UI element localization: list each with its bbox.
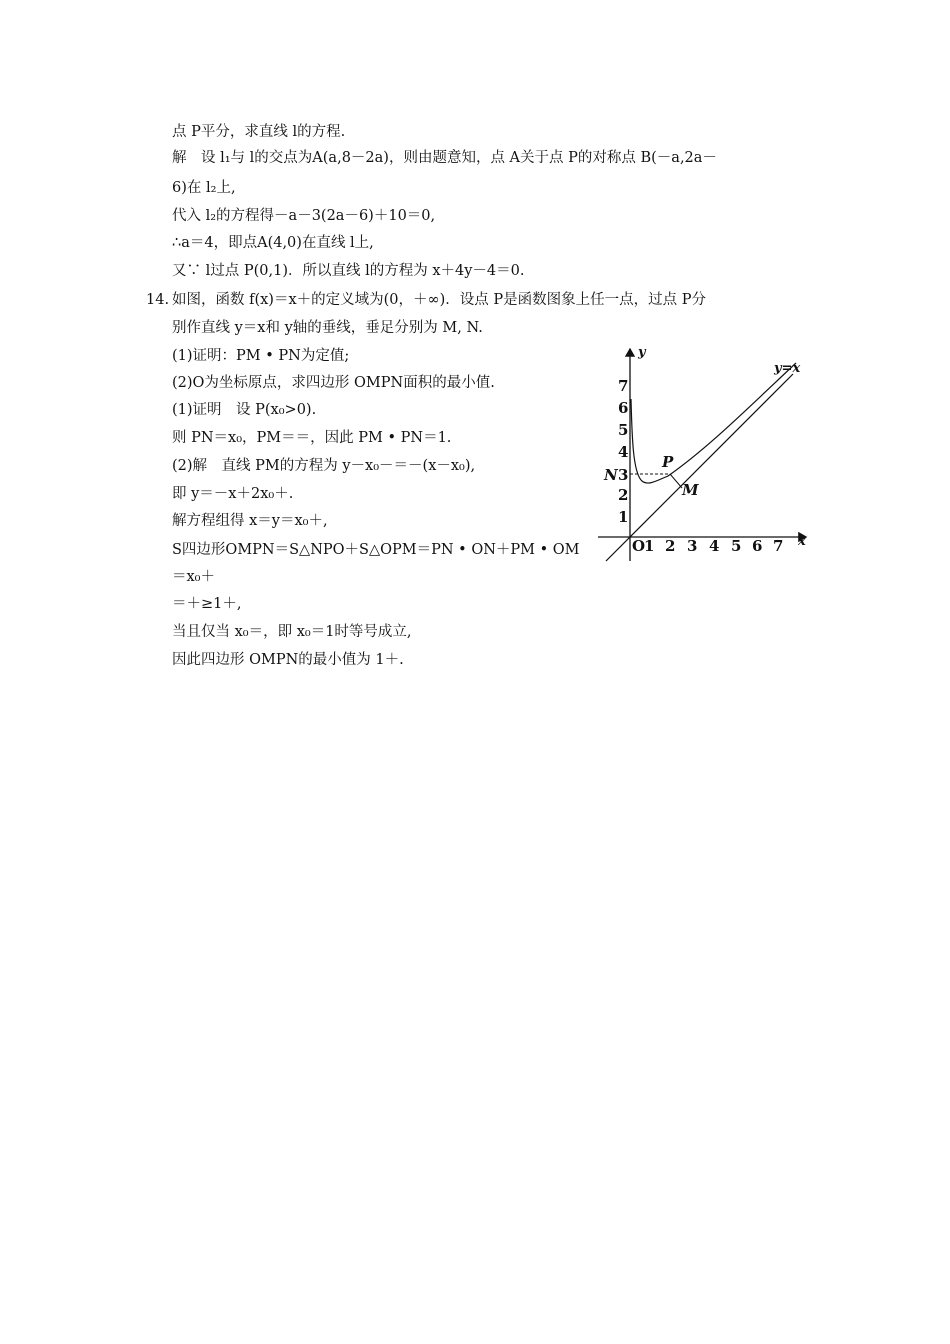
point-p-label: P [662,453,674,471]
text-line-15: 解方程组得 x＝y＝x₀＋, [172,513,328,529]
x-tick-3: 3 [687,537,698,555]
text-line-18: ＝＋≥1＋, [172,596,242,612]
text-line-12: 则 PN＝x₀，PM＝＝，因此 PM • PN＝1. [172,430,452,446]
y-tick-5: 5 [618,421,629,439]
y-tick-6: 6 [618,399,629,417]
y-tick-3: 3 [618,466,629,484]
line-label: y=x [774,361,801,376]
function-graph-figure [598,343,812,565]
text-line-2: 解 设 l₁与 l的交点为A(a,8－2a)，则由题意知，点 A关于点 P的对称点 B(－a,2a－ [172,150,717,166]
text-line-17: ＝x₀＋ [172,569,215,585]
x-axis-label: x [798,534,806,549]
text-line-6: 又∵ l过点 P(0,1)．所以直线 l的方程为 x＋4y－4＝0. [172,263,525,279]
point-n-label: N [604,466,618,484]
text-line-13: (2)解 直线 PM的方程为 y－x₀－＝－(x－x₀), [172,458,476,474]
x-tick-4: 4 [709,537,720,555]
text-line-4: 代入 l₂的方程得－a－3(2a－6)＋10＝0, [172,208,436,224]
y-tick-4: 4 [618,443,629,461]
x-tick-6: 6 [752,537,763,555]
text-line-14: 即 y＝－x＋2x₀＋. [172,486,294,502]
text-line-16: S四边形OMPN＝S△NPO＋S△OPM＝PN • ON＋PM • OM [172,542,580,558]
x-tick-2: 2 [665,537,676,555]
problem-number: 14. [146,292,170,308]
x-tick-7: 7 [773,537,784,555]
y-tick-7: 7 [618,377,629,395]
y-axis-label: y [638,345,646,360]
text-line-20: 因此四边形 OMPN的最小值为 1＋. [172,652,404,668]
text-line-8: 别作直线 y＝x和 y轴的垂线，垂足分别为 M, N. [172,320,483,336]
text-line-11: (1)证明 设 P(x₀>0). [172,402,317,418]
text-line-10: (2)O为坐标原点，求四边形 OMPN面积的最小值. [172,375,495,391]
x-tick-5: 5 [731,537,742,555]
text-line-19: 当且仅当 x₀＝，即 x₀＝1时等号成立, [172,624,412,640]
text-line-9: (1)证明：PM • PN为定值; [172,348,350,364]
text-line-5: ∴a＝4，即点A(4,0)在直线 l上, [172,235,374,251]
y-tick-2: 2 [618,486,629,504]
x-tick-1: 1 [644,537,655,555]
point-m-label: M [682,481,699,499]
perpendicular-pm [670,474,682,488]
function-curve [631,363,796,483]
y-tick-1: 1 [618,508,629,526]
origin-label: O [632,537,646,555]
text-line-3: 6)在 l₂上, [172,180,236,196]
text-line-7: 如图，函数 f(x)＝x＋的定义域为(0，＋∞)．设点 P是函数图象上任一点，过点 P分 [172,292,706,308]
text-line-1: 点 P平分，求直线 l的方程. [172,124,346,140]
line-y-equals-x [606,374,793,561]
